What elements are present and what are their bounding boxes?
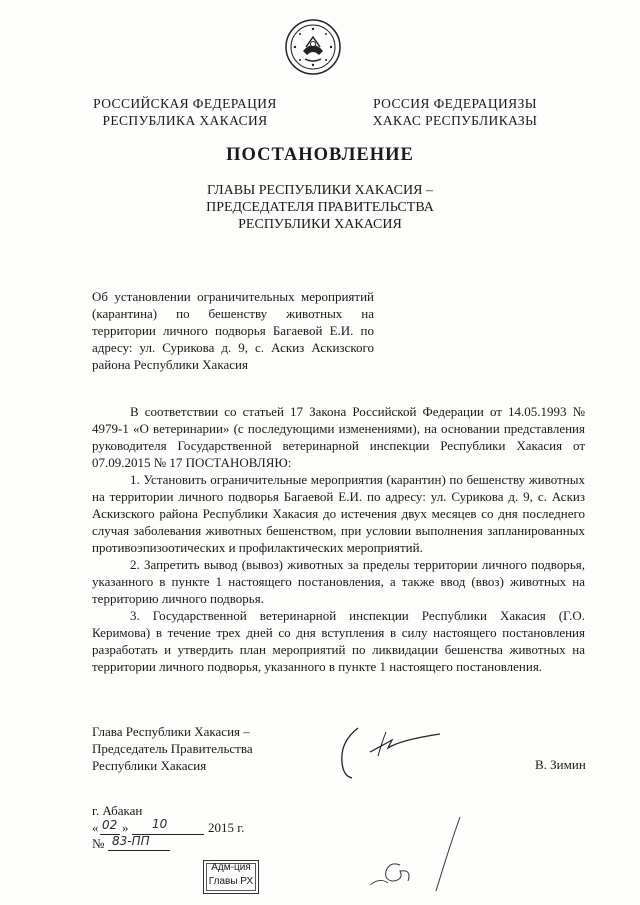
stamp-line-1: Адм-ция [211, 862, 251, 873]
registration-stamp [203, 860, 259, 894]
document-subtitle [150, 182, 490, 233]
stamp-line-2: Главы РХ [208, 876, 254, 887]
header-right-line-2: ХАКАС РЕСПУБЛИКАЗЫ [372, 113, 538, 128]
header-right-line-1: РОССИЯ ФЕДЕРАЦИЯЗЫ [373, 96, 537, 111]
document-body [92, 403, 585, 675]
handwritten-signature [330, 722, 450, 786]
header-russian-federation [90, 95, 280, 129]
date-year: 2015 г. [208, 820, 245, 835]
item-2-paragraph: 2. Запретить вывод (вывоз) животных за пределы территории личного подворья, указанного в пункте 1 настоящего постановления, а также ввод (ввоз) животных на территорию личного подворья. [92, 557, 585, 606]
document-subject: Об установлении ограничительных мероприятий (карантина) по бешенству животных на территории личного подворья Багаевой Е.И. по адресу: ул. Сурикова д. 9, с. Аскиз Аскизского района Республики Хакасия [92, 289, 374, 372]
number-label: № [92, 836, 105, 851]
subtitle-line-2: ПРЕДСЕДАТЕЛЯ ПРАВИТЕЛЬСТВА [206, 200, 434, 215]
document-title: ПОСТАНОВЛЕНИЕ [226, 145, 414, 165]
signatory-role-line-1: Глава Республики Хакасия – [92, 724, 250, 739]
preamble-paragraph: В соответствии со статьей 17 Закона Российской Федерации от 14.05.1993 № 4979-1 «О ветеринарии» (с последующими изменениями), на основании представления руководителя Государственной ветеринарной инспекции Республики Хакасия от 07.09.2015 № 17 ПОСТАНОВЛЯЮ: [92, 404, 585, 470]
signatory-role-line-2: Председатель Правительства [92, 741, 253, 756]
issue-place: г. Абакан [92, 803, 143, 818]
coat-of-arms-emblem [283, 17, 343, 77]
header-left-line-1: РОССИЙСКАЯ ФЕДЕРАЦИЯ [93, 96, 277, 111]
subtitle-line-1: ГЛАВЫ РЕСПУБЛИКИ ХАКАСИЯ – [207, 183, 433, 198]
header-khakas-republic [360, 95, 550, 129]
item-1-paragraph: 1. Установить ограничительные мероприятия (карантин) по бешенству животных на территории личного подворья Багаевой Е.И. по адресу: ул. Сурикова д. 9, с. Аскиз Аскизского района Республики Хакасия до истечения двух месяцев со дня последнего случая заболевания животных бешенством, при условии выполнения запланированных противоэпизоотических и профилактических мероприятий. [92, 472, 585, 555]
signatory-role-line-3: Республики Хакасия [92, 758, 207, 773]
date-close-quote: » [122, 820, 129, 835]
date-day: 02 [102, 818, 118, 832]
number-value: 83-ПП [112, 834, 150, 848]
document-number [92, 836, 292, 854]
subtitle-line-3: РЕСПУБЛИКИ ХАКАСИЯ [238, 217, 402, 232]
date-open-quote: « [92, 820, 99, 835]
handwritten-mark [360, 815, 470, 895]
date-month: 10 [152, 817, 168, 831]
item-3-paragraph: 3. Государственной ветеринарной инспекции Республики Хакасия (Г.О. Керимова) в течение трех дней со дня вступления в силу настоящего постановления разработать и утвердить план мероприятий по ликвидации бешенства животных на территории личного подворья, указанного в пункте 1 настоящего постановления. [92, 608, 585, 674]
signatory-name: В. Зимин [535, 757, 586, 772]
header-left-line-2: РЕСПУБЛИКА ХАКАСИЯ [102, 113, 268, 128]
signatory-position [92, 723, 292, 774]
